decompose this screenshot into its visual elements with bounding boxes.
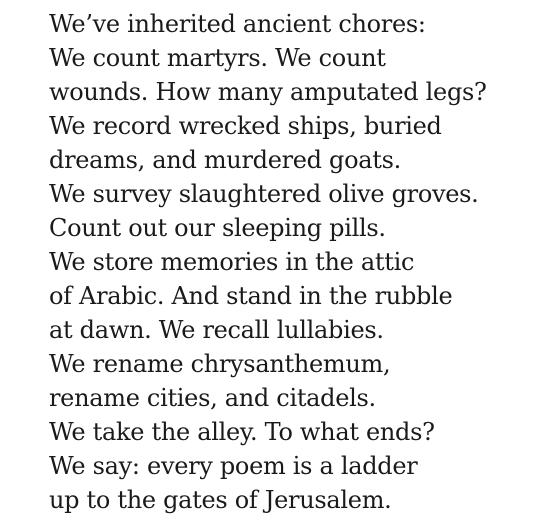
poem-text	[49, 7, 535, 517]
poem-line-15: up to the gates of Jerusalem.	[49, 486, 392, 514]
poem-line-7: Count out our sleeping pills.	[49, 214, 386, 242]
poem-line-4: We record wrecked ships, buried	[49, 112, 442, 140]
poem-line-11: We rename chrysanthemum,	[49, 350, 391, 378]
poem-line-6: We survey slaughtered olive groves.	[49, 180, 479, 208]
poem-line-2: We count martyrs. We count	[49, 44, 386, 72]
poem-line-8: We store memories in the attic	[49, 248, 415, 276]
poem-line-5: dreams, and murdered goats.	[49, 146, 401, 174]
poem-line-10: at dawn. We recall lullabies.	[49, 316, 384, 344]
poem-line-1: We’ve inherited ancient chores:	[49, 10, 426, 38]
poem-line-9: of Arabic. And stand in the rubble	[49, 282, 453, 310]
poem-line-12: rename cities, and citadels.	[49, 384, 376, 412]
poem-line-14: We say: every poem is a ladder	[49, 452, 418, 480]
poem-line-3: wounds. How many amputated legs?	[49, 78, 487, 106]
poem-line-13: We take the alley. To what ends?	[49, 418, 435, 446]
